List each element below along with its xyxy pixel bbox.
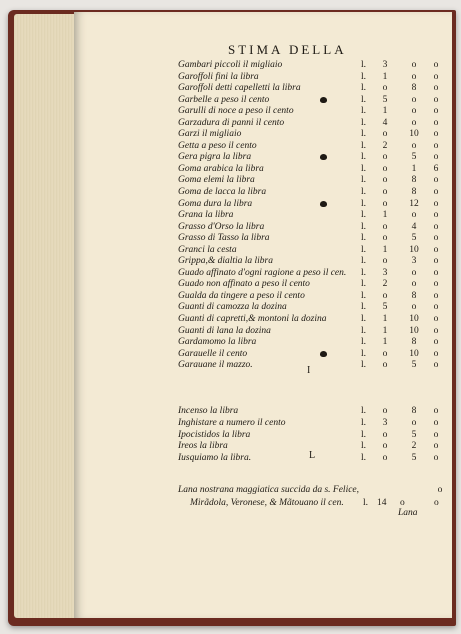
price-v1: o: [382, 233, 388, 244]
price-unit: l.: [361, 71, 367, 82]
price-v1: 5: [382, 94, 388, 105]
price-v3: o: [433, 267, 439, 278]
price-v2: 8: [411, 187, 417, 198]
price-row: [178, 337, 450, 349]
price-v1: 4: [382, 117, 388, 128]
section-gap: [178, 395, 450, 407]
price-row: [178, 349, 450, 361]
price-v3: o: [433, 187, 439, 198]
price-row: [178, 83, 450, 95]
price-v2: o: [411, 117, 417, 128]
price-row: [178, 222, 450, 234]
price-row: [178, 152, 450, 164]
price-v2: 8: [411, 83, 417, 94]
price-v2: 5: [411, 233, 417, 244]
section-gap: [178, 383, 450, 395]
price-unit: l.: [361, 256, 367, 267]
price-v2: 5: [411, 360, 417, 371]
price-row: [178, 210, 450, 222]
price-v2: o: [411, 279, 417, 290]
lana-value-3: o: [434, 497, 439, 508]
price-item: Goma elemi la libra: [178, 175, 255, 186]
price-unit: l.: [361, 360, 367, 371]
price-item: Gera pigra la libra: [178, 152, 252, 163]
price-unit: l.: [361, 279, 367, 290]
price-v3: o: [433, 314, 439, 325]
section-gap: [178, 372, 450, 384]
price-v1: 1: [382, 244, 388, 255]
price-row: [178, 141, 450, 153]
price-v2: 3: [411, 256, 417, 267]
price-v1: o: [382, 83, 388, 94]
price-v3: o: [433, 221, 439, 232]
price-v3: o: [433, 337, 439, 348]
price-v3: o: [433, 406, 439, 417]
price-v1: 1: [382, 210, 388, 221]
price-row: [178, 199, 450, 211]
price-v3: o: [433, 279, 439, 290]
price-row: [178, 302, 450, 314]
price-v2: o: [411, 106, 417, 117]
price-v1: o: [382, 290, 388, 301]
manicule-mark-icon: [320, 351, 327, 357]
price-row: [178, 129, 450, 141]
price-item: Grana la libra: [178, 210, 234, 221]
price-v1: 1: [382, 325, 388, 336]
price-item: Guanti di capretti,& montoni la dozina: [178, 314, 327, 325]
price-row: [178, 233, 450, 245]
price-item: Garulli di noce a peso il cento: [178, 106, 294, 117]
price-item: Guado affinato d'ogni ragione a peso il cen.: [178, 267, 347, 278]
price-v1: o: [382, 163, 388, 174]
price-item: Granci la cesta: [178, 244, 237, 255]
lana-value-3a: o: [437, 485, 443, 495]
price-v3: o: [433, 256, 439, 267]
price-unit: l.: [361, 152, 367, 163]
price-unit: l.: [361, 325, 367, 336]
price-unit: l.: [361, 163, 367, 174]
section-letter-l: L: [309, 450, 316, 461]
lana-value-1: 14: [377, 497, 387, 508]
price-v3: o: [433, 60, 439, 70]
price-item: Goma de lacca la libra: [178, 187, 267, 198]
manicule-mark-icon: [320, 154, 327, 160]
price-v3: o: [433, 198, 439, 209]
price-v2: 10: [409, 244, 419, 255]
price-row: [178, 279, 450, 291]
price-unit: l.: [361, 441, 367, 452]
price-v3: o: [433, 290, 439, 301]
price-row: [178, 430, 450, 442]
price-item: Guanti di lana la dozina: [178, 325, 271, 336]
price-unit: l.: [361, 117, 367, 128]
price-item: Ipocistidos la libra: [178, 429, 251, 440]
price-v2: 12: [409, 198, 419, 209]
price-v3: o: [433, 360, 439, 371]
price-item: Guado non affinato a peso il cento: [178, 279, 310, 290]
price-unit: l.: [361, 337, 367, 348]
price-row: [178, 175, 450, 187]
price-v2: 10: [409, 129, 419, 140]
price-v1: o: [382, 441, 388, 452]
price-item: Gardamomo la libra: [178, 337, 257, 348]
price-v1: o: [382, 152, 388, 163]
price-v3: o: [433, 140, 439, 151]
price-unit: l.: [361, 429, 367, 440]
price-item: Garzi il migliaio: [178, 129, 242, 140]
lana-item-line-2: Mirãdola, Veronese, & Mãtouano il cen.: [190, 497, 344, 508]
section-letter-i: I: [307, 365, 311, 376]
price-item: Guanti di camozza la dozina: [178, 302, 287, 313]
price-v3: 6: [433, 163, 439, 174]
price-item: Gambari piccoli il migliaio: [178, 60, 283, 70]
price-row: [178, 95, 450, 107]
price-v3: o: [433, 117, 439, 128]
price-item: Grasso di Tasso la libra: [178, 233, 270, 244]
price-v1: o: [382, 348, 388, 359]
price-v1: o: [382, 429, 388, 440]
price-unit: l.: [361, 210, 367, 221]
price-row: [178, 187, 450, 199]
price-v1: 1: [382, 337, 388, 348]
price-unit: l.: [361, 83, 367, 94]
price-v1: o: [382, 129, 388, 140]
price-v2: o: [411, 60, 417, 70]
price-v1: o: [382, 175, 388, 186]
lana-entry: [178, 484, 450, 509]
price-v2: 10: [409, 348, 419, 359]
price-v2: 1: [411, 163, 417, 174]
price-v1: o: [382, 187, 388, 198]
price-row: [178, 164, 450, 176]
price-v1: 3: [382, 60, 388, 70]
price-item: Grasso d'Orso la libra: [178, 221, 265, 232]
price-v1: o: [382, 406, 388, 417]
price-v3: o: [433, 302, 439, 313]
price-unit: l.: [361, 290, 367, 301]
price-v3: o: [433, 348, 439, 359]
price-item: Inghistare a numero il cento: [178, 417, 286, 428]
running-head: STIMA DELLA: [228, 42, 347, 57]
price-unit: l.: [361, 140, 367, 151]
price-unit: l.: [361, 244, 367, 255]
price-row: [178, 326, 450, 338]
price-unit: l.: [361, 187, 367, 198]
price-row: [178, 72, 450, 84]
price-v2: o: [411, 71, 417, 82]
price-item: Garzadura di panni il cento: [178, 117, 285, 128]
price-v2: o: [411, 140, 417, 151]
price-unit: l.: [361, 129, 367, 140]
lana-item-line-1: Lana nostrana maggiatica succida da s. Felice,: [178, 485, 360, 495]
price-v2: 10: [409, 325, 419, 336]
price-row: [178, 406, 450, 418]
lana-unit: l.: [363, 497, 369, 508]
price-unit: l.: [361, 221, 367, 232]
price-unit: l.: [361, 348, 367, 359]
price-v3: o: [433, 129, 439, 140]
price-v1: o: [382, 221, 388, 232]
price-v1: 3: [382, 267, 388, 278]
price-list: [178, 60, 450, 464]
price-v3: o: [433, 452, 439, 463]
price-v3: o: [433, 83, 439, 94]
price-item: Ireos la libra: [178, 441, 228, 452]
price-item: Goma dura la libra: [178, 198, 253, 209]
price-v3: o: [433, 441, 439, 452]
price-item: Garoffoli fini la libra: [178, 71, 259, 82]
price-v1: 1: [382, 106, 388, 117]
price-item: Getta a peso il cento: [178, 140, 257, 151]
price-item: Garauane il mazzo.: [178, 360, 253, 371]
price-v2: o: [411, 302, 417, 313]
price-v3: o: [433, 244, 439, 255]
price-item: Garauelle il cento: [178, 348, 248, 359]
price-item: Gualda da tingere a peso il cento: [178, 290, 305, 301]
price-item: Incenso la libra: [178, 406, 239, 417]
price-row: [178, 256, 450, 268]
price-v1: 5: [382, 302, 388, 313]
price-v2: 2: [411, 441, 417, 452]
price-v2: o: [411, 94, 417, 105]
price-v2: 4: [411, 221, 417, 232]
price-unit: l.: [361, 94, 367, 105]
price-unit: l.: [361, 417, 367, 428]
price-v2: o: [411, 267, 417, 278]
manicule-mark-icon: [320, 97, 327, 103]
price-v1: 2: [382, 140, 388, 151]
price-item: Grippa,& dialtia la libra: [178, 256, 274, 267]
price-v1: o: [382, 256, 388, 267]
price-row: [178, 106, 450, 118]
price-v3: o: [433, 325, 439, 336]
price-row: [178, 314, 450, 326]
price-v2: 5: [411, 152, 417, 163]
price-item: Iusquiamo la libra.: [178, 452, 252, 463]
price-v2: o: [411, 417, 417, 428]
price-row: [178, 291, 450, 303]
price-v2: 8: [411, 337, 417, 348]
price-item: Goma arabica la libra: [178, 163, 264, 174]
price-row: [178, 418, 450, 430]
price-v2: o: [411, 210, 417, 221]
price-v3: o: [433, 94, 439, 105]
price-v1: 2: [382, 279, 388, 290]
price-v3: o: [433, 233, 439, 244]
price-unit: l.: [361, 60, 367, 70]
price-unit: l.: [361, 452, 367, 463]
lana-value-2: o: [400, 497, 405, 508]
price-unit: l.: [361, 406, 367, 417]
price-unit: l.: [361, 302, 367, 313]
price-v2: 10: [409, 314, 419, 325]
price-v1: 3: [382, 417, 388, 428]
price-row: [178, 60, 450, 72]
price-unit: l.: [361, 106, 367, 117]
price-unit: l.: [361, 233, 367, 244]
price-item: Garbelle a peso il cento: [178, 94, 270, 105]
price-v1: 1: [382, 314, 388, 325]
price-v2: 5: [411, 429, 417, 440]
manicule-mark-icon: [320, 201, 327, 207]
price-unit: l.: [361, 198, 367, 209]
price-v3: o: [433, 71, 439, 82]
price-v3: o: [433, 106, 439, 117]
price-v2: 8: [411, 175, 417, 186]
catchword: Lana: [398, 508, 418, 518]
price-row: [178, 245, 450, 257]
price-row: [178, 268, 450, 280]
price-v2: 8: [411, 290, 417, 301]
price-row: [178, 118, 450, 130]
price-v1: o: [382, 198, 388, 209]
price-v3: o: [433, 210, 439, 221]
price-v1: o: [382, 360, 388, 371]
price-row: [178, 360, 450, 372]
price-item: Garoffoli detti capelletti la libra: [178, 83, 301, 94]
lana-line-1: [178, 484, 450, 497]
price-v1: 1: [382, 71, 388, 82]
price-v2: 8: [411, 406, 417, 417]
price-v1: o: [382, 452, 388, 463]
price-v3: o: [433, 429, 439, 440]
price-unit: l.: [361, 314, 367, 325]
price-v3: o: [433, 152, 439, 163]
price-unit: l.: [361, 175, 367, 186]
price-unit: l.: [361, 267, 367, 278]
price-v3: o: [433, 417, 439, 428]
price-v3: o: [433, 175, 439, 186]
price-v2: 5: [411, 452, 417, 463]
